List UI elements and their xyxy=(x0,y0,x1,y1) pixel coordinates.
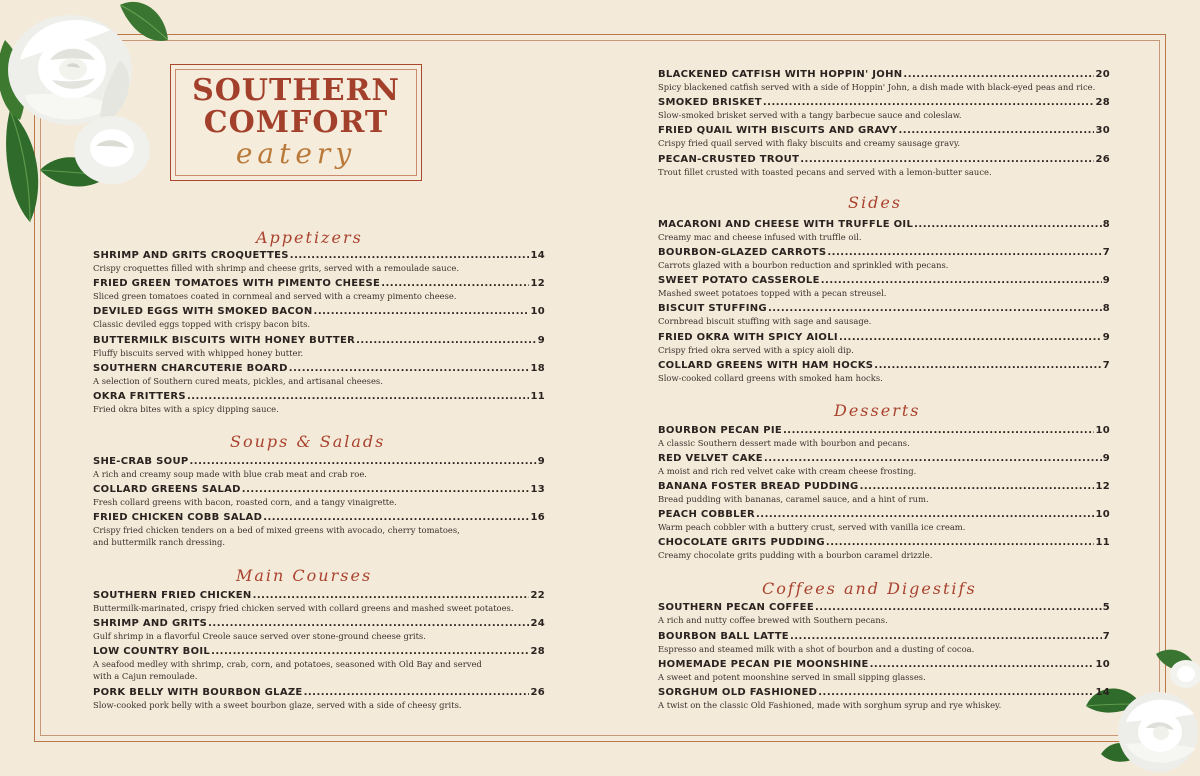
item-name: PEACH COBBLER xyxy=(658,509,755,520)
item-name: OKRA FRITTERS xyxy=(93,391,186,402)
menu-item xyxy=(93,249,545,274)
item-name: SOUTHERN PECAN COFFEE xyxy=(658,602,814,613)
menu-item xyxy=(93,511,545,548)
section-title-sides: Sides xyxy=(848,193,902,212)
item-price: 9 xyxy=(1102,332,1110,343)
menu-item xyxy=(658,452,1110,477)
item-price: 7 xyxy=(1102,631,1110,642)
item-price: 11 xyxy=(1095,537,1110,548)
item-description: Slow-cooked collard greens with smoked ham hocks. xyxy=(658,373,883,383)
item-description: Carrots glazed with a bourbon reduction and sprinkled with pecans. xyxy=(658,260,949,270)
item-price: 10 xyxy=(1095,509,1110,520)
item-name: RED VELVET CAKE xyxy=(658,453,763,464)
menu-item xyxy=(93,305,545,330)
item-description: Trout fillet crusted with toasted pecans and served with a lemon-butter sauce. xyxy=(658,167,992,177)
item-name: BOURBON PECAN PIE xyxy=(658,425,782,436)
item-price: 30 xyxy=(1095,125,1110,136)
gardenia-bloom xyxy=(1118,692,1198,772)
item-name: CHOCOLATE GRITS PUDDING xyxy=(658,537,825,548)
item-price: 8 xyxy=(1102,219,1110,230)
item-description: Buttermilk-marinated, crispy fried chicken served with collard greens and mashed sweet potatoes. xyxy=(93,603,514,613)
item-name: BANANA FOSTER BREAD PUDDING xyxy=(658,481,859,492)
logo-title-line2: COMFORT xyxy=(203,105,389,140)
logo-title-line1: SOUTHERN xyxy=(192,73,400,108)
item-price: 10 xyxy=(1095,659,1110,670)
item-description: A rich and creamy soup made with blue crab meat and crab roe. xyxy=(93,469,367,479)
menu-item xyxy=(658,359,1110,384)
menu-item xyxy=(658,218,1110,243)
item-name: SHE-CRAB SOUP xyxy=(93,456,189,467)
item-price: 28 xyxy=(1095,97,1110,108)
item-description: Crispy fried quail served with flaky biscuits and creamy sausage gravy. xyxy=(658,138,961,148)
item-price: 14 xyxy=(530,250,545,261)
item-description: Spicy blackened catfish served with a side of Hoppin' John, a dish made with black-eyed peas and rice. xyxy=(658,82,1096,92)
item-description: A twist on the classic Old Fashioned, made with sorghum syrup and rye whiskey. xyxy=(658,700,1002,710)
item-description: Fried okra bites with a spicy dipping sauce. xyxy=(93,404,279,414)
menu-item xyxy=(93,589,545,614)
item-price: 14 xyxy=(1095,687,1110,698)
item-name: FRIED CHICKEN COBB SALAD xyxy=(93,512,263,523)
item-description: Warm peach cobbler with a buttery crust, served with vanilla ice cream. xyxy=(658,522,966,532)
item-description: Creamy chocolate grits pudding with a bourbon caramel drizzle. xyxy=(658,550,933,560)
item-price: 24 xyxy=(530,618,545,629)
item-name: FRIED QUAIL WITH BISCUITS AND GRAVY xyxy=(658,125,898,136)
item-price: 9 xyxy=(537,456,545,467)
item-description: Crispy fried chicken tenders on a bed of mixed greens with avocado, cherry tomatoes, xyxy=(93,525,460,535)
item-description: Slow-cooked pork belly with a sweet bourbon glaze, served with a side of cheesy grits. xyxy=(93,700,462,710)
item-description: Classic deviled eggs topped with crispy bacon bits. xyxy=(93,319,311,329)
item-name: PECAN-CRUSTED TROUT xyxy=(658,154,800,165)
menu-item xyxy=(93,277,545,302)
menu-item xyxy=(658,480,1110,505)
item-description: A selection of Southern cured meats, pickles, and artisanal cheeses. xyxy=(93,376,383,386)
menu-item xyxy=(93,617,545,642)
item-price: 12 xyxy=(530,278,545,289)
item-description: Cornbread biscuit stuffing with sage and sausage. xyxy=(658,316,872,326)
gardenia-bloom xyxy=(8,15,132,125)
menu-item xyxy=(658,274,1110,299)
item-price: 20 xyxy=(1095,69,1110,80)
item-description: Espresso and steamed milk with a shot of bourbon and a dusting of cocoa. xyxy=(658,644,975,654)
menu-item xyxy=(658,508,1110,533)
item-price: 11 xyxy=(530,391,545,402)
menu-item xyxy=(93,455,545,480)
item-name: MACARONI AND CHEESE WITH TRUFFLE OIL xyxy=(658,219,914,230)
item-description: Fluffy biscuits served with whipped honey butter. xyxy=(93,348,304,358)
gardenia-flower-icon xyxy=(0,0,170,222)
menu-item xyxy=(93,645,545,682)
item-name: SWEET POTATO CASSEROLE xyxy=(658,275,820,286)
item-description: A seafood medley with shrimp, crab, corn, and potatoes, seasoned with Old Bay and served xyxy=(93,659,482,669)
item-description: A sweet and potent moonshine served in small sipping glasses. xyxy=(658,672,926,682)
item-description: Crispy croquettes filled with shrimp and cheese grits, served with a remoulade sauce. xyxy=(93,263,459,273)
item-description: with a Cajun remoulade. xyxy=(93,671,198,681)
item-price: 12 xyxy=(1095,481,1110,492)
item-description: Sliced green tomatoes coated in cornmeal and served with a creamy pimento cheese. xyxy=(93,291,457,301)
item-name: SORGHUM OLD FASHIONED xyxy=(658,687,818,698)
item-description: Gulf shrimp in a flavorful Creole sauce served over stone-ground cheese grits. xyxy=(93,631,426,641)
item-name: SOUTHERN CHARCUTERIE BOARD xyxy=(93,363,288,374)
item-description: Fresh collard greens with bacon, roasted corn, and a tangy vinaigrette. xyxy=(93,497,397,507)
item-name: BLACKENED CATFISH WITH HOPPIN' JOHN xyxy=(658,69,903,80)
item-name: LOW COUNTRY BOIL xyxy=(93,646,211,657)
item-name: BUTTERMILK BISCUITS WITH HONEY BUTTER xyxy=(93,335,356,346)
item-price: 10 xyxy=(530,306,545,317)
menu-item xyxy=(93,334,545,359)
menu-item xyxy=(658,331,1110,356)
item-name: PORK BELLY WITH BOURBON GLAZE xyxy=(93,687,303,698)
menu-item xyxy=(93,390,545,415)
menu-item xyxy=(93,686,545,711)
menu-item xyxy=(658,601,1110,626)
item-description: Slow-smoked brisket served with a tangy barbecue sauce and coleslaw. xyxy=(658,110,962,120)
item-name: BISCUIT STUFFING xyxy=(658,303,767,314)
menu-item xyxy=(658,536,1110,561)
item-name: SHRIMP AND GRITS CROQUETTES xyxy=(93,250,289,261)
item-name: FRIED OKRA WITH SPICY AIOLI xyxy=(658,332,838,343)
item-price: 10 xyxy=(1095,425,1110,436)
menu-item xyxy=(93,362,545,387)
item-description: A classic Southern dessert made with bourbon and pecans. xyxy=(658,438,910,448)
item-name: BOURBON BALL LATTE xyxy=(658,631,789,642)
section-title-coffees-digestifs: Coffees and Digestifs xyxy=(762,579,977,598)
menu-item xyxy=(658,302,1110,327)
item-name: SMOKED BRISKET xyxy=(658,97,762,108)
item-description: Bread pudding with bananas, caramel sauce, and a hint of rum. xyxy=(658,494,929,504)
item-name: FRIED GREEN TOMATOES WITH PIMENTO CHEESE xyxy=(93,278,381,289)
menu-item xyxy=(658,96,1110,121)
item-name: SHRIMP AND GRITS xyxy=(93,618,208,629)
item-description: Mashed sweet potatoes topped with a pecan streusel. xyxy=(658,288,887,298)
item-name: HOMEMADE PECAN PIE MOONSHINE xyxy=(658,659,869,670)
section-title-soups-salads: Soups & Salads xyxy=(230,432,386,451)
section-title-desserts: Desserts xyxy=(834,401,921,420)
item-price: 26 xyxy=(530,687,545,698)
item-price: 7 xyxy=(1102,247,1110,258)
item-name: BOURBON-GLAZED CARROTS xyxy=(658,247,827,258)
item-price: 26 xyxy=(1095,154,1110,165)
item-name: DEVILED EGGS WITH SMOKED BACON xyxy=(93,306,313,317)
item-description: Crispy fried okra served with a spicy aioli dip. xyxy=(658,345,854,355)
item-price: 9 xyxy=(1102,275,1110,286)
gardenia-bud xyxy=(74,116,150,184)
menu-item xyxy=(658,424,1110,449)
item-description: Creamy mac and cheese infused with truffle oil. xyxy=(658,232,862,242)
menu-item xyxy=(93,483,545,508)
menu-item xyxy=(658,153,1110,178)
menu-item xyxy=(658,686,1110,711)
section-title-main-courses: Main Courses xyxy=(236,566,373,585)
item-name: COLLARD GREENS SALAD xyxy=(93,484,241,495)
menu-item xyxy=(658,630,1110,655)
item-name: COLLARD GREENS WITH HAM HOCKS xyxy=(658,360,874,371)
menu-item xyxy=(658,68,1110,93)
item-description: A rich and nutty coffee brewed with Southern pecans. xyxy=(658,615,888,625)
item-description: and buttermilk ranch dressing. xyxy=(93,537,226,547)
logo-subtitle: eatery xyxy=(235,137,357,170)
item-price: 9 xyxy=(1102,453,1110,464)
item-price: 16 xyxy=(530,512,545,523)
item-name: SOUTHERN FRIED CHICKEN xyxy=(93,590,252,601)
item-price: 18 xyxy=(530,363,545,374)
item-price: 28 xyxy=(530,646,545,657)
item-price: 13 xyxy=(530,484,545,495)
menu-item xyxy=(658,658,1110,683)
section-title-appetizers: Appetizers xyxy=(256,228,363,247)
item-price: 9 xyxy=(537,335,545,346)
restaurant-logo xyxy=(170,64,422,181)
item-price: 5 xyxy=(1102,602,1110,613)
item-price: 8 xyxy=(1102,303,1110,314)
item-description: A moist and rich red velvet cake with cream cheese frosting. xyxy=(658,466,917,476)
menu-item xyxy=(658,124,1110,149)
menu-item xyxy=(658,246,1110,271)
item-price: 7 xyxy=(1102,360,1110,371)
item-price: 22 xyxy=(530,590,545,601)
